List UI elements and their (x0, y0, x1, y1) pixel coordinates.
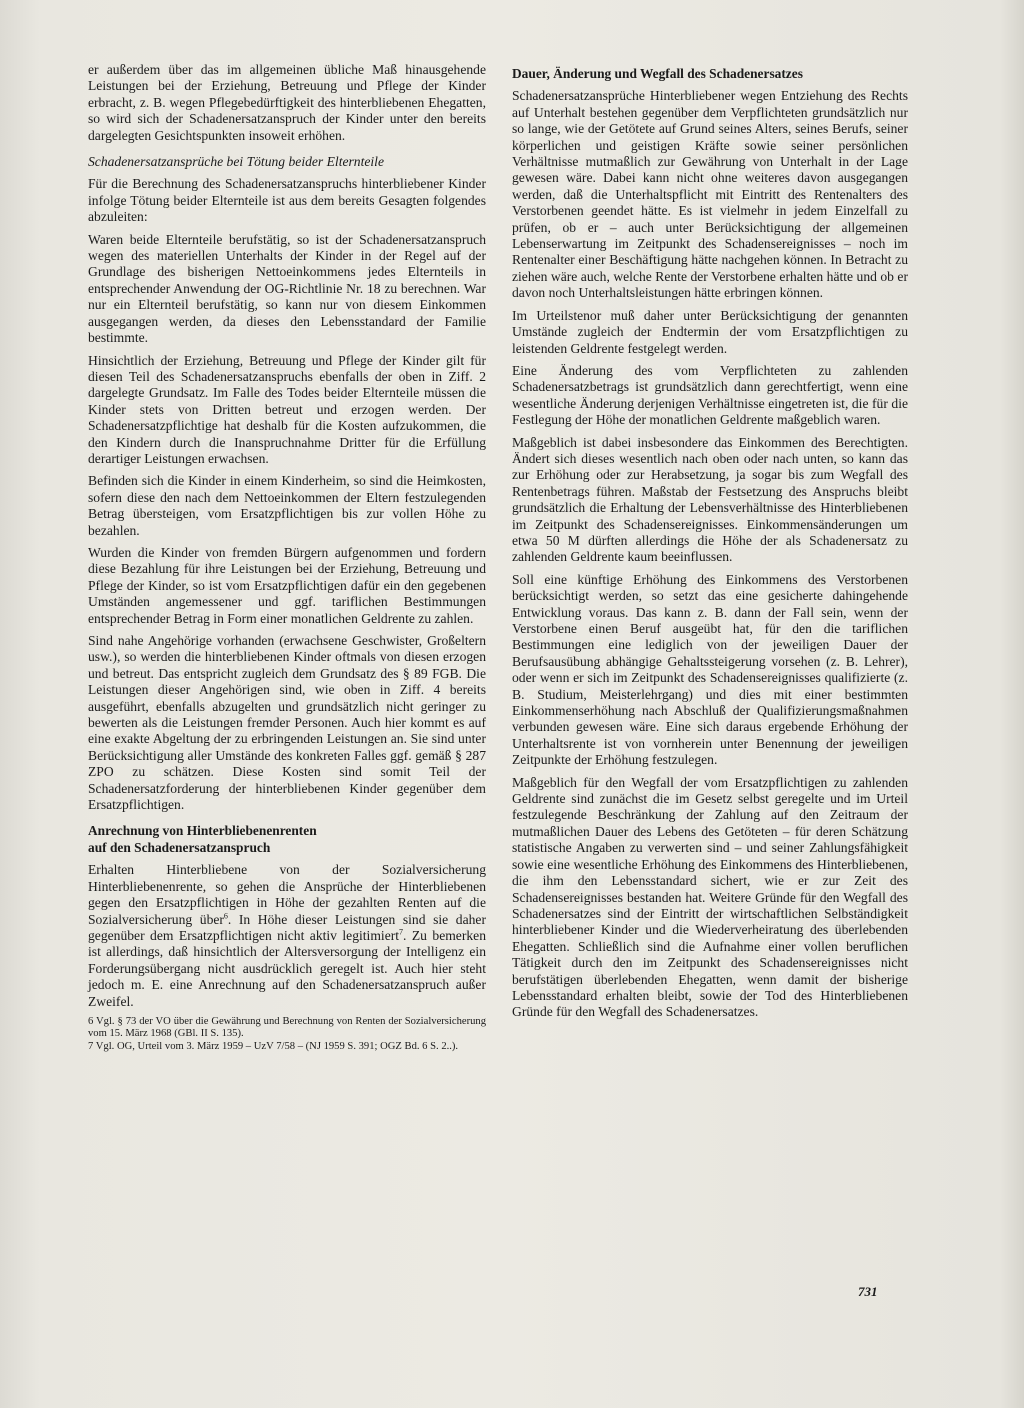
paragraph: Hinsichtlich der Erziehung, Betreuung und Pflege der Kinder gilt für diesen Teil des Schadenersatzanspruchs ebenfalls der oben in Ziff. 2 dargelegte Grundsatz. Im Falle des Todes beider Elternteile müssen die Kinder stets von Dritten betreut und erzogen werden. Der Schadenersatzpflichtige hat deshalb für die Kosten aufzukommen, die den Kindern durch die Inanspruchnahme Dritter für die Erfüllung derartiger Leistungen erwachsen. (88, 352, 486, 466)
footnotes (88, 1016, 486, 1053)
paragraph: Für die Berechnung des Schadenersatzanspruchs hinterbliebener Kinder infolge Tötung beider Elternteile ist aus dem bereits Gesagten folgendes abzuleiten: (88, 176, 486, 225)
paragraph (88, 862, 486, 1010)
paragraph-text: . Zu bemerken ist allerdings, daß hinsichtlich der Altersversorgung der Intelligenz ein Forderungsübergang nicht ausdrücklich geregelt ist. Auch hier steht jedoch m. E. eine Anrechnung auf den Schadenersatzanspruch außer Zweifel. (88, 927, 486, 1009)
paragraph: Maßgeblich ist dabei insbesondere das Einkommen des Berechtigten. Ändert sich dieses wesentlich nach oben oder nach unten, so kann das zur Erhöhung oder zur Herabsetzung, ja sogar bis zum Wegfall des Rentenbetrags führen. Maßstab der Festsetzung des Anspruchs bleibt grundsätzlich die Erhaltung der Lebensverhältnisse des Hinterbliebenen im Zeitpunkt des Schadensereignisses. Einkommensänderungen um etwa 50 M dürften allerdings die Höhe der als Schadenersatz zu zahlenden Geldrente kaum beeinflussen. (512, 434, 908, 565)
paragraph: Im Urteilstenor muß daher unter Berücksichtigung der genannten Umstände zugleich der Endtermin der vom Ersatzpflichtigen zu leistenden Geldrente festgelegt werden. (512, 307, 908, 356)
section-heading-line: auf den Schadenersatzanspruch (88, 839, 271, 855)
paragraph: Maßgeblich für den Wegfall der vom Ersatzpflichtigen zu zahlenden Geldrente sind zunächst die im Gesetz selbst geregelte und im Urteil festzulegende Beschränkung der Zahlung auf den Zeitraum der mutmaßlichen Dauer des Lebens des Getöteten – für deren Schätzung statistische Angaben zu verwerten sind – und seiner Zahlungsfähigkeit sowie eine wesentliche Erhöhung des Einkommens des Hinterbliebenen, die ihm den Lebensstandard sichert, wie er zur Zeit des Schadensereignisses bestanden hat. Weitere Gründe für den Wegfall des Schadenersatzes sind der Eintritt der wirtschaftlichen Selbständigkeit hinterbliebener Kinder und die Wiederverheiratung des überlebenden Ehegatten. Schließlich sind die Aufnahme einer vollen beruflichen Tätigkeit durch den im Zeitpunkt des Schadensereignisses nicht berufstätigen überlebenden Ehegatten, wenn damit der bisherige Lebensstandard erhalten bleibt, sowie der Tod des Hinterbliebenen Gründe für den Wegfall des Schadenersatzes. (512, 774, 908, 1020)
right-column (512, 62, 908, 1027)
left-column (88, 62, 486, 1053)
section-heading (88, 823, 486, 856)
paragraph: Befinden sich die Kinder in einem Kinderheim, so sind die Heimkosten, sofern diese den nach dem Nettoeinkommen der Eltern festzulegenden Betrag übersteigen, vom Ersatzpflichtigen bis zur vollen Höhe zu bezahlen. (88, 473, 486, 538)
paragraph: Waren beide Elternteile berufstätig, so ist der Schadenersatzanspruch wegen des materiellen Unterhalts der Kinder in der Regel auf der Grundlage des bisherigen Nettoeinkommens jedes Elternteils in entsprechender Anwendung der OG-Richtlinie Nr. 18 zu berechnen. War nur ein Elternteil berufstätig, so kann nur von diesem Einkommen ausgegangen werden, da dieses den Lebensstandard der Familie bestimmte. (88, 231, 486, 346)
section-heading-line: Anrechnung von Hinterbliebenenrenten (88, 823, 317, 839)
paragraph-text: Erhalten Hinterbliebene von der Sozialversicherung Hinterbliebenenrente, so gehen die Ansprüche der Hinterbliebenen gegen den Ersatzpflichtigen in Höhe der gezahlten Renten auf die Sozialversicherung über (88, 862, 486, 927)
paragraph: Schadenersatzansprüche Hinterbliebener wegen Entziehung des Rechts auf Unterhalt bestehen gegenüber dem Verpflichteten grundsätzlich nur so lange, wie der Getötete auf Grund seines Alters, seines Berufs, seiner körperlichen und geistigen Kräfte sowie seiner persönlichen Verhältnisse mutmaßlich zur Gewährung von Unterhalt in der Lage gewesen wäre. Dabei kann nicht ohne weiteres davon ausgegangen werden, daß die Unterhaltspflicht mit Eintritt des Rentenalters des Verstorbenen geendet hätte. Es ist vielmehr in jedem Einzelfall zu prüfen, ob er – auch unter Berücksichtigung der allgemeinen Lebenserwartung im Zeitpunkt des Schadensereignisses – noch im Rentenalter einer Beschäftigung hätte nachgehen können. In Betracht zu ziehen wäre auch, welche Rente der Verstorbene erhalten hätte und ob er davon noch Unterhaltsleistungen hätte erbringen können. (512, 88, 908, 301)
footnote-ref: 6 (223, 910, 228, 920)
page-number: 731 (858, 1284, 878, 1299)
paragraph: er außerdem über das im allgemeinen übliche Maß hinausgehende Leistungen bei der Erziehung, Betreuung und Pflege der Kinder erbracht, z. B. wegen Pflegebedürftigkeit des hinterbliebenen Ehegatten, so wird sich der Schadenersatzanspruch der Kinder unter den bereits dargelegten Gesichtspunkten insoweit erhöhen. (88, 62, 486, 143)
footnote-ref: 7 (399, 927, 404, 937)
footnote: 6 Vgl. § 73 der VO über die Gewährung und Berechnung von Renten der Sozialversicherung vom 15. März 1968 (GBl. II S. 135). (88, 1015, 486, 1040)
paragraph: Soll eine künftige Erhöhung des Einkommens des Verstorbenen berücksichtigt werden, so setzt das eine gesicherte dahingehende Entwicklung voraus. Das kann z. B. dann der Fall sein, wenn der Verstorbene einen Beruf ausgeübt hat, für den die tariflichen Bestimmungen eine lediglich von der jeweiligen Dauer der Berufsausübung abhängige Gehaltssteigerung vorsehen (z. B. Lehrer), oder wenn er sich im Zeitpunkt des Schadensereignisses qualifizierte (z. B. Studium, Meisterlehrgang) und dies mit einer bestimmten Einkommenserhöhung nach Abschluß der Qualifizierungsmaßnahmen verbunden gewesen wäre. Eine sich daraus ergebende Erhöhung der Unterhaltsrente ist von vornherein unter Benennung der jeweiligen Zeitpunkte der Erhöhung festzulegen. (512, 571, 908, 768)
paragraph: Wurden die Kinder von fremden Bürgern aufgenommen und fordern diese Bezahlung für ihre Leistungen bei der Erziehung, Betreuung und Pflege der Kinder, so ist vom Ersatzpflichtigen dafür ein den gegebenen Umständen angemessener und ggf. tariflichen Bestimmungen entsprechender Betrag in Form einer monatlichen Geldrente zu zahlen. (88, 544, 486, 626)
paragraph: Sind nahe Angehörige vorhanden (erwachsene Geschwister, Großeltern usw.), so werden die hinterbliebenen Kinder oftmals von diesen erzogen und betreut. Das entspricht zugleich dem Grundsatz des § 89 FGB. Die Leistungen dieser Angehörigen sind, wie oben in Ziff. 4 bereits ausgeführt, ebenfalls abzugelten und grundsätzlich nicht geringer zu bewerten als die Leistungen fremder Personen. Auch hier kommt es auf eine exakte Abgeltung der zu erbringenden Leistungen an. Sie sind unter Berücksichtigung aller Umstände des konkreten Falles ggf. gemäß § 287 ZPO zu schätzen. Diese Kosten sind somit Teil der Schadenersatzforderung der hinterbliebenen Kinder gegenüber dem Ersatzpflichtigen. (88, 633, 486, 813)
footnote: 7 Vgl. OG, Urteil vom 3. März 1959 – UzV 7/58 – (NJ 1959 S. 391; OGZ Bd. 6 S. 2..). (88, 1040, 459, 1052)
section-heading: Schadenersatzansprüche bei Tötung beider Elternteile (88, 154, 384, 170)
paragraph: Eine Änderung des vom Verpflichteten zu zahlenden Schadenersatzbetrags ist grundsätzlich dann gerechtfertigt, wenn eine wesentliche Änderung derjenigen Verhältnisse eingetreten ist, die für die Festlegung der Höhe der monatlichen Geldrente maßgeblich waren. (512, 362, 908, 428)
section-heading: Dauer, Änderung und Wegfall des Schadenersatzes (512, 66, 803, 81)
paragraph-text: . In Höhe dieser Leistungen sind sie daher gegenüber dem Ersatzpflichtigen nicht aktiv legitimiert (88, 911, 486, 943)
